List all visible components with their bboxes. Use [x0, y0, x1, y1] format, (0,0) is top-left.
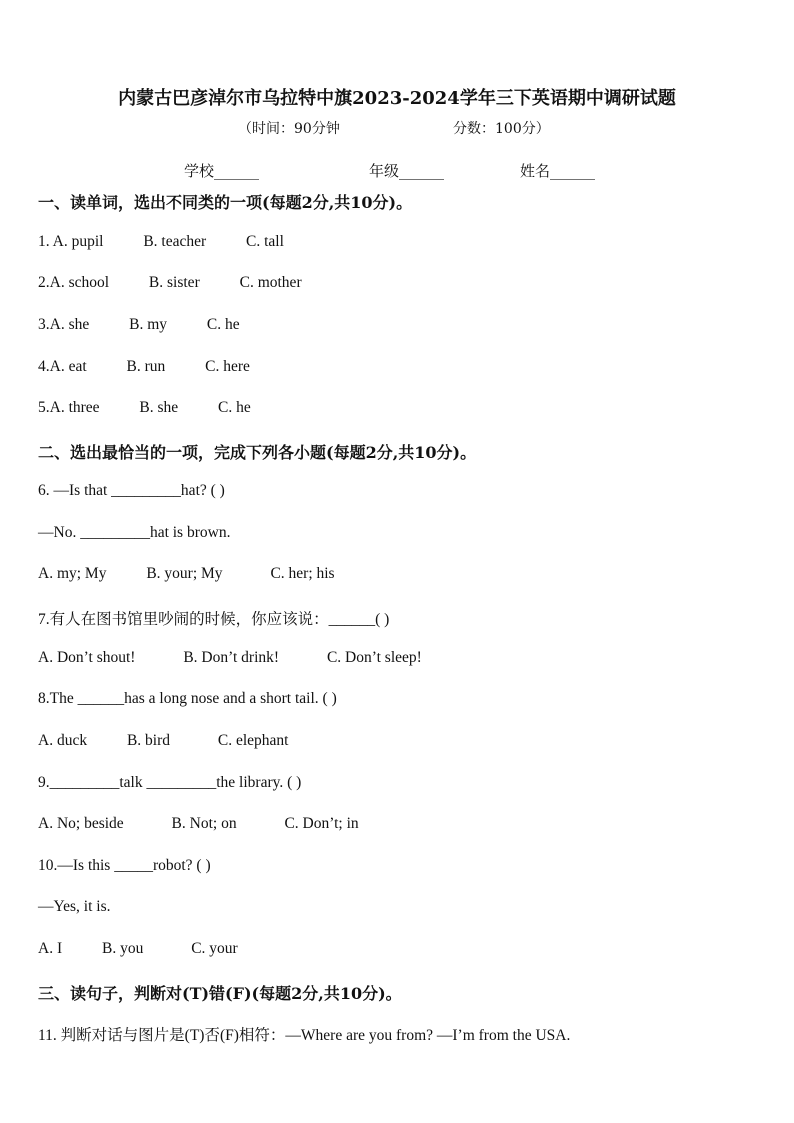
q10-option-a: A. I — [38, 940, 63, 957]
q2-option-c: C. mother — [239, 274, 302, 291]
section-2-heading: 二、选出最恰当的一项，完成下列各小题(每题2分,共10分)。 — [38, 443, 477, 462]
q1-option-c: C. tall — [246, 233, 284, 250]
section-1-heading: 一、读单词，选出不同类的一项(每题2分,共10分)。 — [38, 193, 413, 212]
q8-option-a: A. duck — [38, 732, 88, 749]
q3-option-a: 3.A. she — [38, 316, 90, 333]
exam-score: 分数：100分） — [453, 121, 550, 137]
grade-field[interactable]: 年级______ — [369, 162, 445, 180]
q8-option-c: C. elephant — [217, 732, 289, 749]
q4-option-c: C. here — [205, 358, 250, 375]
q7-option-a: A. Don’t shout! — [38, 649, 136, 666]
question-9-options — [38, 815, 359, 833]
q1-option-a: 1. A. pupil — [38, 233, 104, 250]
q5-option-b: B. she — [139, 399, 179, 416]
q4-option-a: 4.A. eat — [38, 358, 87, 375]
q9-option-a: A. No; beside — [38, 815, 124, 832]
exam-time: （时间：90分钟 — [238, 121, 340, 137]
question-5 — [38, 399, 251, 417]
q3-option-b: B. my — [129, 316, 168, 333]
q1-option-b: B. teacher — [143, 233, 207, 250]
q8-option-b: B. bird — [126, 732, 171, 749]
question-6-stem: 6. —Is that _________hat? ( ) — [38, 482, 225, 499]
q6-option-c: C. her; his — [270, 565, 335, 582]
question-7-options — [38, 649, 422, 667]
question-7-stem: 7.有人在图书馆里吵闹的时候，你应该说：______( ) — [38, 611, 390, 628]
q4-option-b: B. run — [126, 358, 166, 375]
q6-option-b: B. your; My — [146, 565, 223, 582]
q3-option-c: C. he — [206, 316, 240, 333]
q5-option-c: C. he — [218, 399, 251, 416]
question-8-stem: 8.The ______has a long nose and a short tail. ( ) — [38, 690, 337, 707]
q10-option-c: C. your — [191, 940, 238, 957]
q5-option-a: 5.A. three — [38, 399, 100, 416]
question-6-line2: —No. _________hat is brown. — [38, 524, 231, 541]
q6-option-a: A. my; My — [38, 565, 107, 582]
question-8-options — [38, 732, 288, 750]
question-11-stem: 11. 判断对话与图片是(T)否(F)相符：—Where are you from? —I’m from the USA. — [38, 1027, 571, 1044]
question-9-stem: 9._________talk _________the library. ( ) — [38, 774, 302, 791]
question-2 — [38, 274, 302, 292]
question-10-stem: 10.—Is this _____robot? ( ) — [38, 857, 211, 874]
section-3-heading: 三、读句子，判断对(T)错(F)(每题2分,共10分)。 — [38, 984, 402, 1003]
q10-option-b: B. you — [101, 940, 144, 957]
question-4 — [38, 358, 250, 376]
school-field[interactable]: 学校______ — [184, 162, 260, 180]
q9-option-c: C. Don’t; in — [284, 815, 359, 832]
name-field[interactable]: 姓名______ — [520, 162, 596, 180]
question-10-line2: —Yes, it is. — [38, 898, 111, 915]
exam-title: 内蒙古巴彦淖尔市乌拉特中旗2023-2024学年三下英语期中调研试题 — [118, 88, 676, 109]
question-1 — [38, 233, 284, 251]
question-10-options — [38, 940, 238, 958]
q7-option-b: B. Don’t drink! — [183, 649, 280, 666]
q7-option-c: C. Don’t sleep! — [326, 649, 422, 666]
q2-option-b: B. sister — [148, 274, 200, 291]
q2-option-a: 2.A. school — [38, 274, 110, 291]
question-6-options — [38, 565, 335, 583]
question-3 — [38, 316, 240, 334]
q9-option-b: B. Not; on — [171, 815, 237, 832]
